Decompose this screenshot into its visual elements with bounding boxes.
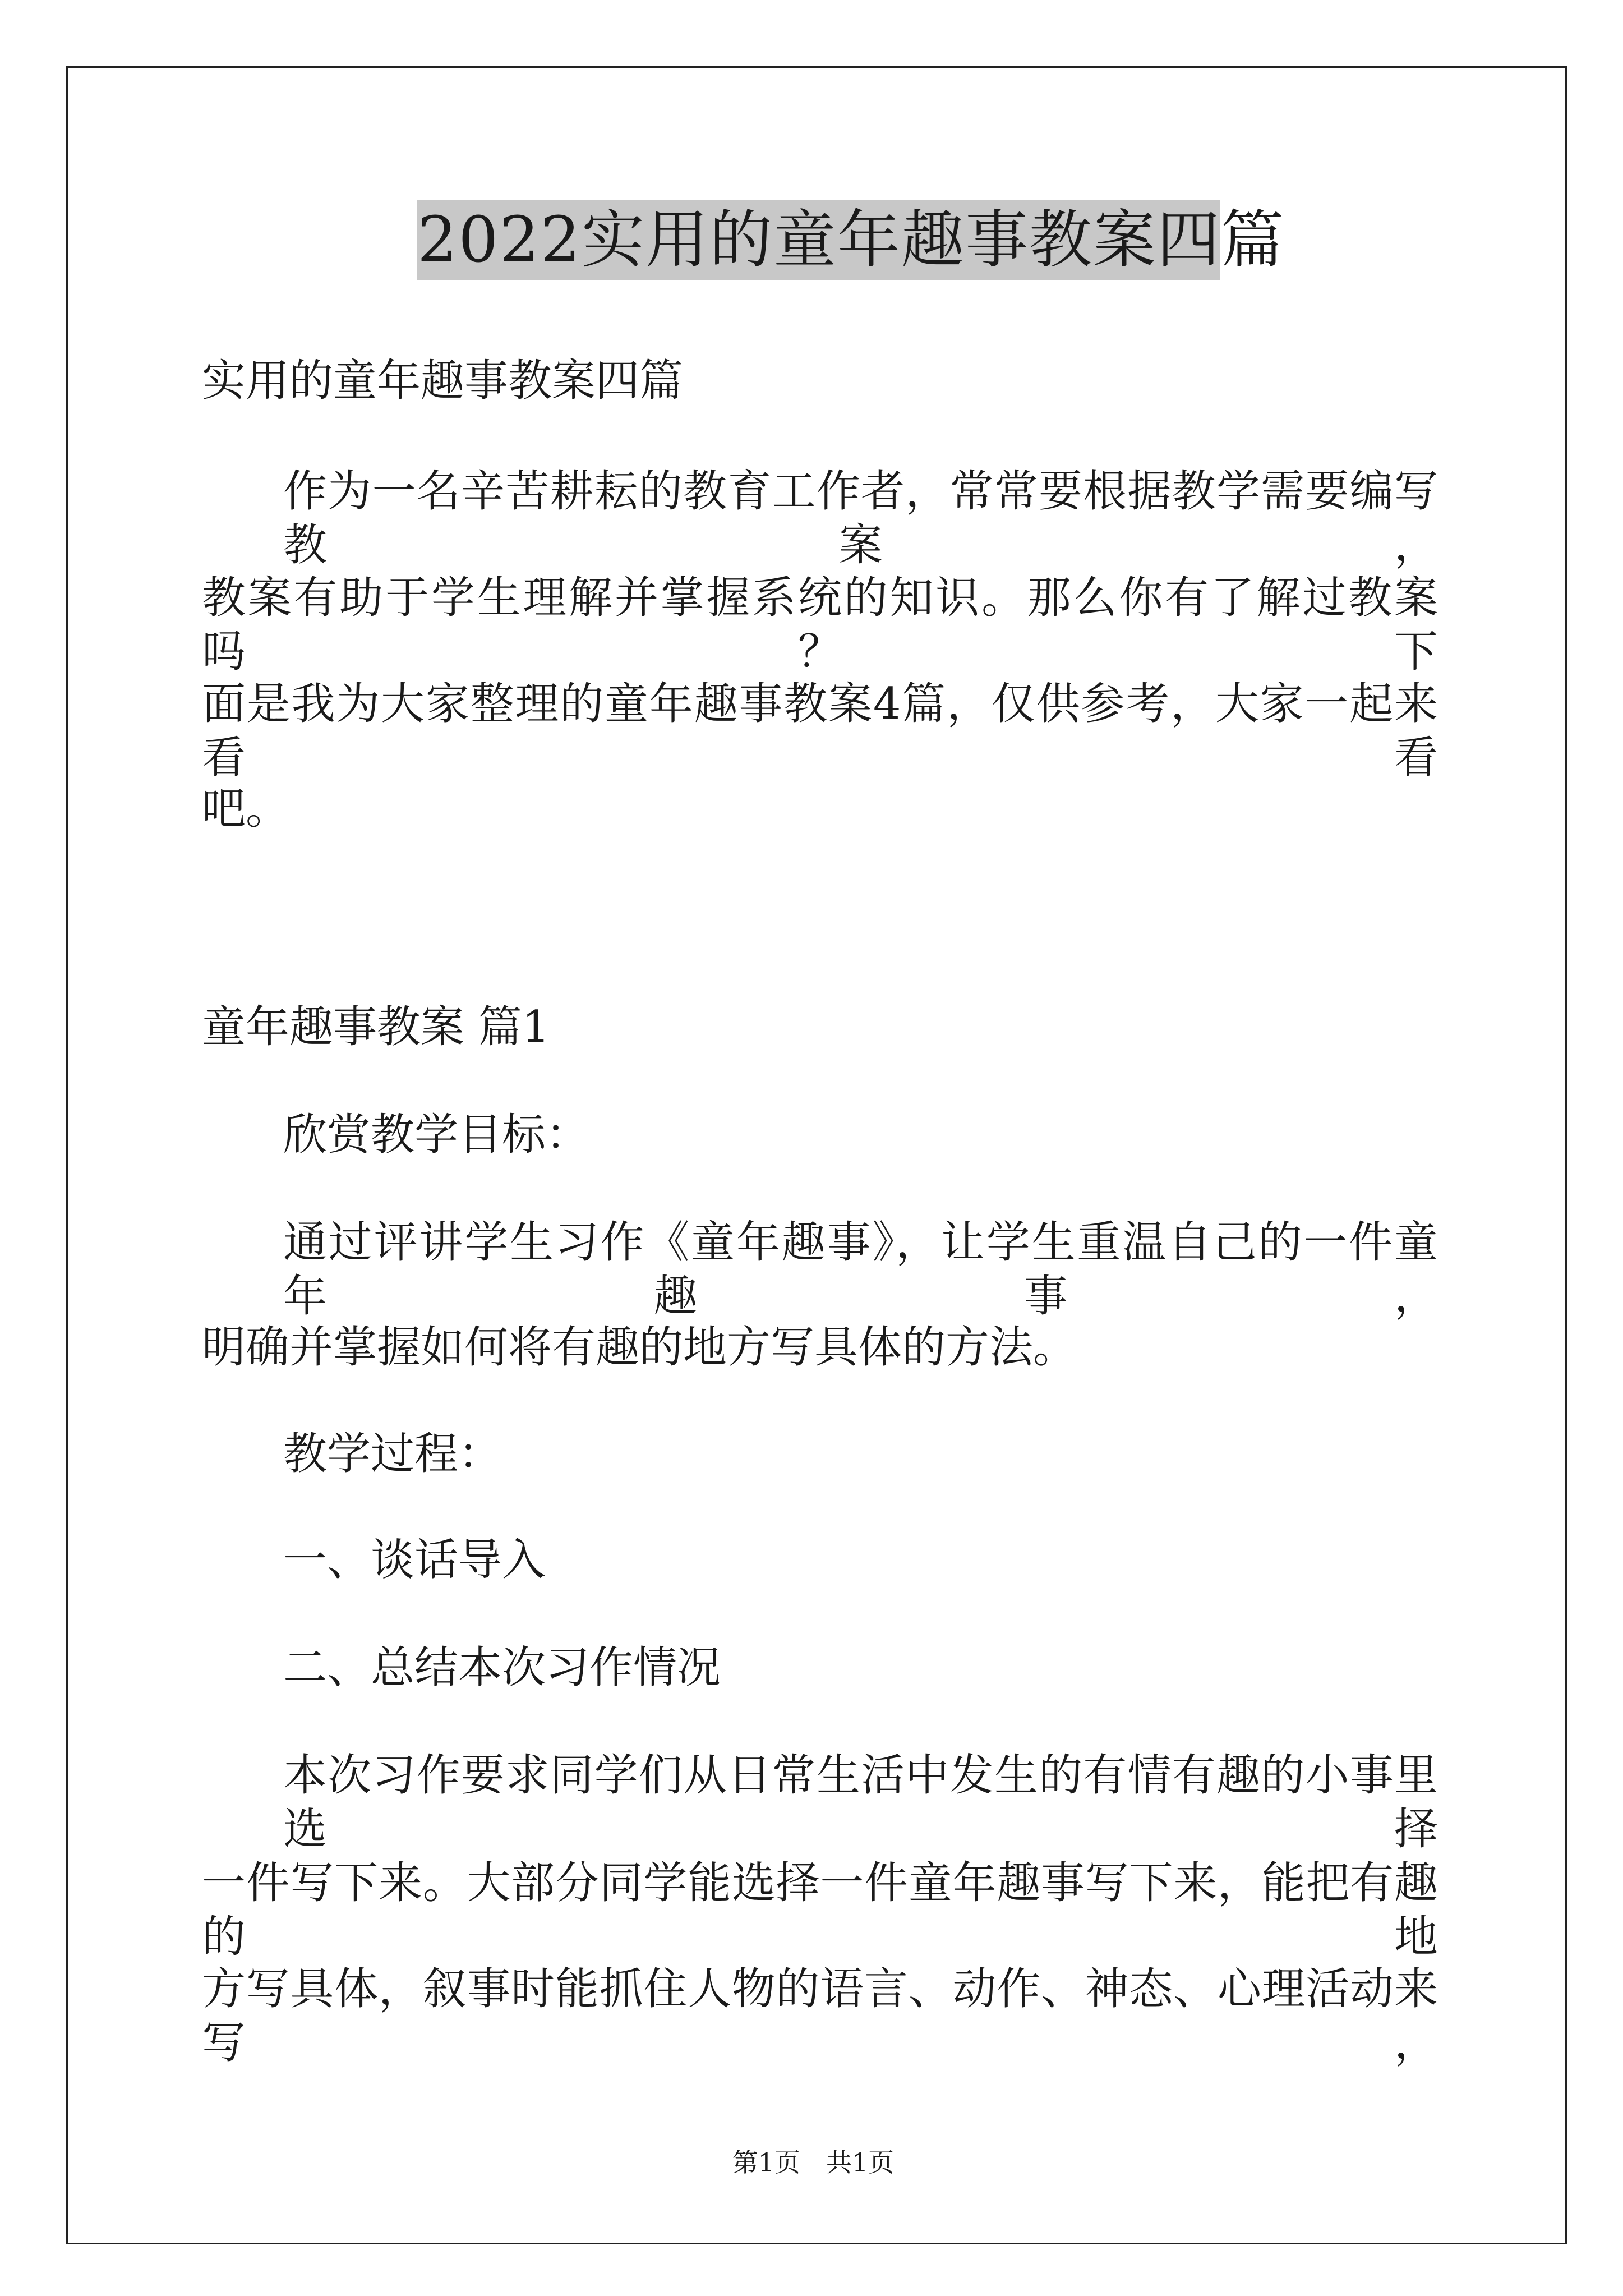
intro-line-2: 教案有助于学生理解并掌握系统的知识。那么你有了解过教案吗？下 <box>202 573 1438 677</box>
document-title: 2022实用的童年趣事教案四篇 <box>417 200 1220 280</box>
summary-line-3: 方写具体，叙事时能抓住人物的语言、动作、神态、心理活动来写， <box>202 1964 1438 2068</box>
step-2: 二、总结本次习作情况 <box>283 1642 721 1693</box>
intro-line-1: 作为一名辛苦耕耘的教育工作者，常常要根据教学需要编写教案， <box>283 466 1438 570</box>
process-label: 教学过程： <box>283 1429 502 1479</box>
summary-line-1: 本次习作要求同学们从日常生活中发生的有情有趣的小事里选择 <box>283 1750 1438 1855</box>
goal-line-1: 通过评讲学生习作《童年趣事》，让学生重温自己的一件童年趣事， <box>283 1217 1438 1322</box>
step-1: 一、谈话导入 <box>283 1535 546 1585</box>
page-footer: 第1页 共1页 <box>732 2147 895 2178</box>
goal-line-2: 明确并掌握如何将有趣的地方写具体的方法。 <box>202 1322 1077 1373</box>
summary-line-2: 一件写下来。大部分同学能选择一件童年趣事写下来，能把有趣的地 <box>202 1858 1438 1962</box>
section-heading: 童年趣事教案 篇1 <box>202 1002 550 1052</box>
goal-label: 欣赏教学目标： <box>283 1110 590 1160</box>
intro-line-4: 吧。 <box>202 784 290 834</box>
intro-line-3: 面是我为大家整理的童年趣事教案4篇，仅供参考，大家一起来看看 <box>202 679 1438 783</box>
document-subtitle: 实用的童年趣事教案四篇 <box>202 356 684 406</box>
